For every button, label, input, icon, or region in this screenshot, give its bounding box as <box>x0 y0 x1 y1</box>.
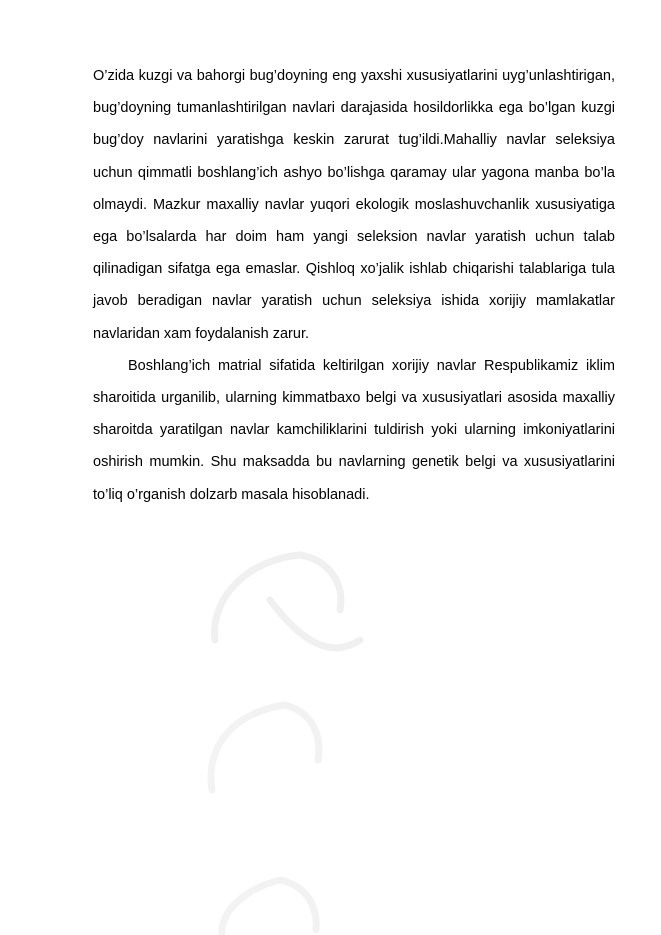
body-text <box>93 60 615 511</box>
paragraph-2: Boshlang’ich matrial sifatida keltirilgan xorijiy navlar Respublikamiz iklim sharoitida urganilib, ularning kimmatbaxo belgi va xususiyatlari asosida maxalliy sharoitda yaratilgan navlar kamchiliklarini tuldirish yoki ularning imkoniyatlarini oshirish mumkin. Shu maksadda bu navlarning genetik belgi va xususiyatlarini to’liq o’rganish dolzarb masala hisoblanadi. <box>93 357 615 503</box>
paragraph-1: O’zida kuzgi va bahorgi bug’doyning eng yaxshi xususiyatlarini uyg’unlashtirigan, bug’doyning tumanlashtirilgan navlari darajasida hosildorlikka ega bo’lgan kuzgi bug’doy navlarini yaratishga keskin zarurat tug’ildi.Mahalliy navlar seleksiya uchun qimmatli boshlang’ich ashyo bo’lishga qaramay ular yagona manba bo’la olmaydi. Mazkur maxalliy navlar yuqori ekologik moslashuvchanlik xususiyatiga ega bo’lsalarda har doim ham yangi seleksion navlar yaratish uchun talab qilinadigan sifatga ega emaslar. Qishloq xo’jalik ishlab chiqarishi talablariga tula javob beradigan navlar yaratish uchun seleksiya ishida xorijiy mamlakatlar navlaridan xam foydalanish zarur. <box>93 68 615 342</box>
